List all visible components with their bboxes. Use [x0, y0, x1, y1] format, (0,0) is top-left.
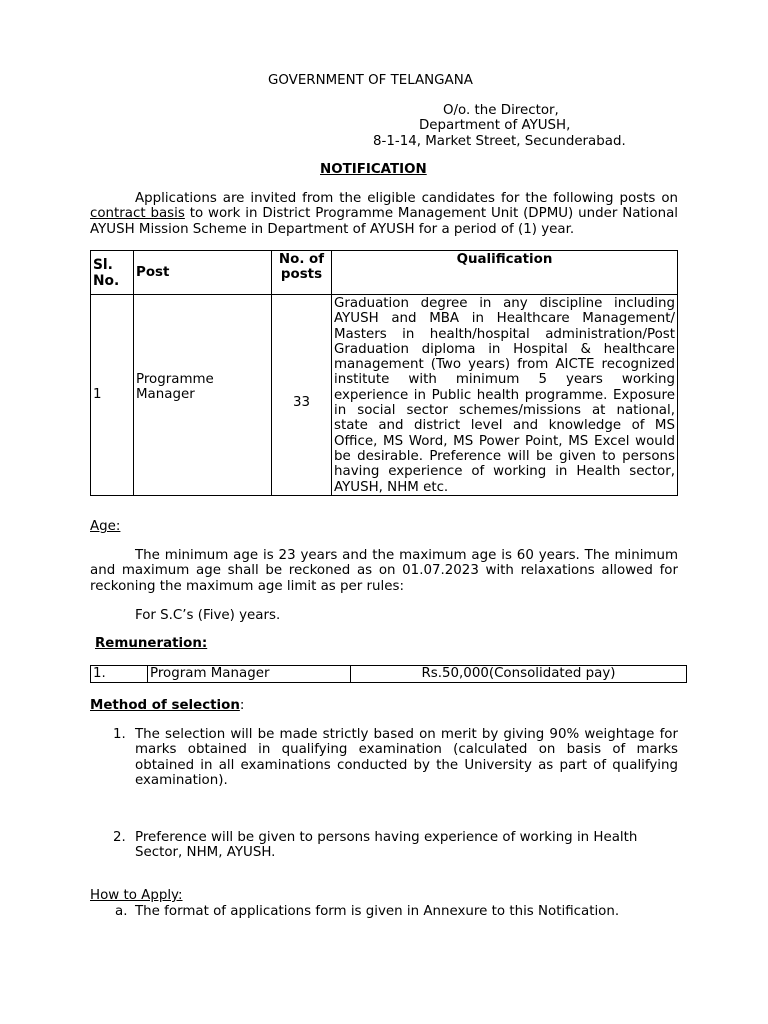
how-to-apply-heading: How to Apply:	[90, 888, 183, 903]
intro-paragraph: Applications are invited from the eligible candidates for the following posts on contract basis to work in District Programme Management Unit (DPMU) under National AYUSH Mission Scheme in Department of AYUSH for a period of (1) year.	[90, 191, 678, 237]
cell-qualification: Graduation degree in any discipline including AYUSH and MBA in Healthcare Management/ Masters in health/hospital administration/Post Graduation diploma in Hospital & healthcare management (Two years) from AICTE recognized institute with minimum 5 years working experience in Public health programme. Exposure in social sector schemes/missions at national, state and district level and knowledge of MS Office, MS Word, MS Power Point, MS Excel would be desirable. Preference will be given to persons having experience of working in Health sector, AYUSH, NHM etc.	[332, 295, 678, 496]
cell-sl: 1	[91, 295, 134, 496]
method-marker-1: 1.	[113, 727, 126, 742]
method-item-1: The selection will be made strictly based on merit by giving 90% weightage for marks obtained in qualifying examination (calculated on basis of marks obtained in all examinations conducted by the University as part of qualifying examination).	[135, 727, 678, 788]
address-line-1: O/o. the Director,	[443, 103, 559, 118]
rem-pay: Rs.50,000(Consolidated pay)	[351, 666, 687, 683]
age-sc-relaxation: For S.C’s (Five) years.	[135, 608, 281, 623]
age-heading: Age:	[90, 519, 121, 534]
gov-heading: GOVERNMENT OF TELANGANA	[268, 73, 473, 88]
address-line-2: Department of AYUSH,	[419, 118, 571, 133]
age-text: The minimum age is 23 years and the maximum age is 60 years. The minimum and maximum age shall be reckoned as on 01.07.2023 with relaxations allowed for reckoning the maximum age limit as per rules:	[90, 548, 678, 594]
method-marker-2: 2.	[113, 830, 126, 845]
contract-basis-text: contract basis	[90, 206, 185, 222]
header-qualification: Qualification	[332, 251, 678, 295]
rem-post: Program Manager	[148, 666, 351, 683]
header-no-of-posts: No. of posts	[272, 251, 332, 295]
notification-title: NOTIFICATION	[320, 162, 427, 177]
posts-table	[90, 250, 678, 496]
remuneration-table	[90, 665, 687, 683]
apply-marker: a.	[115, 904, 128, 919]
rem-sl: 1.	[91, 666, 148, 683]
method-item-2: Preference will be given to persons having experience of working in Health Sector, NHM, AYUSH.	[135, 830, 638, 861]
apply-item: The format of applications form is given in Annexure to this Notification.	[135, 904, 620, 919]
address-line-3: 8-1-14, Market Street, Secunderabad.	[373, 134, 626, 149]
remuneration-heading: Remuneration:	[95, 636, 208, 651]
cell-posts-count: 33	[272, 295, 332, 496]
method-heading: Method of selection:	[90, 698, 245, 713]
header-post: Post	[134, 251, 272, 295]
header-sl-no: Sl. No.	[91, 251, 134, 295]
cell-post: Programme Manager	[134, 295, 272, 496]
